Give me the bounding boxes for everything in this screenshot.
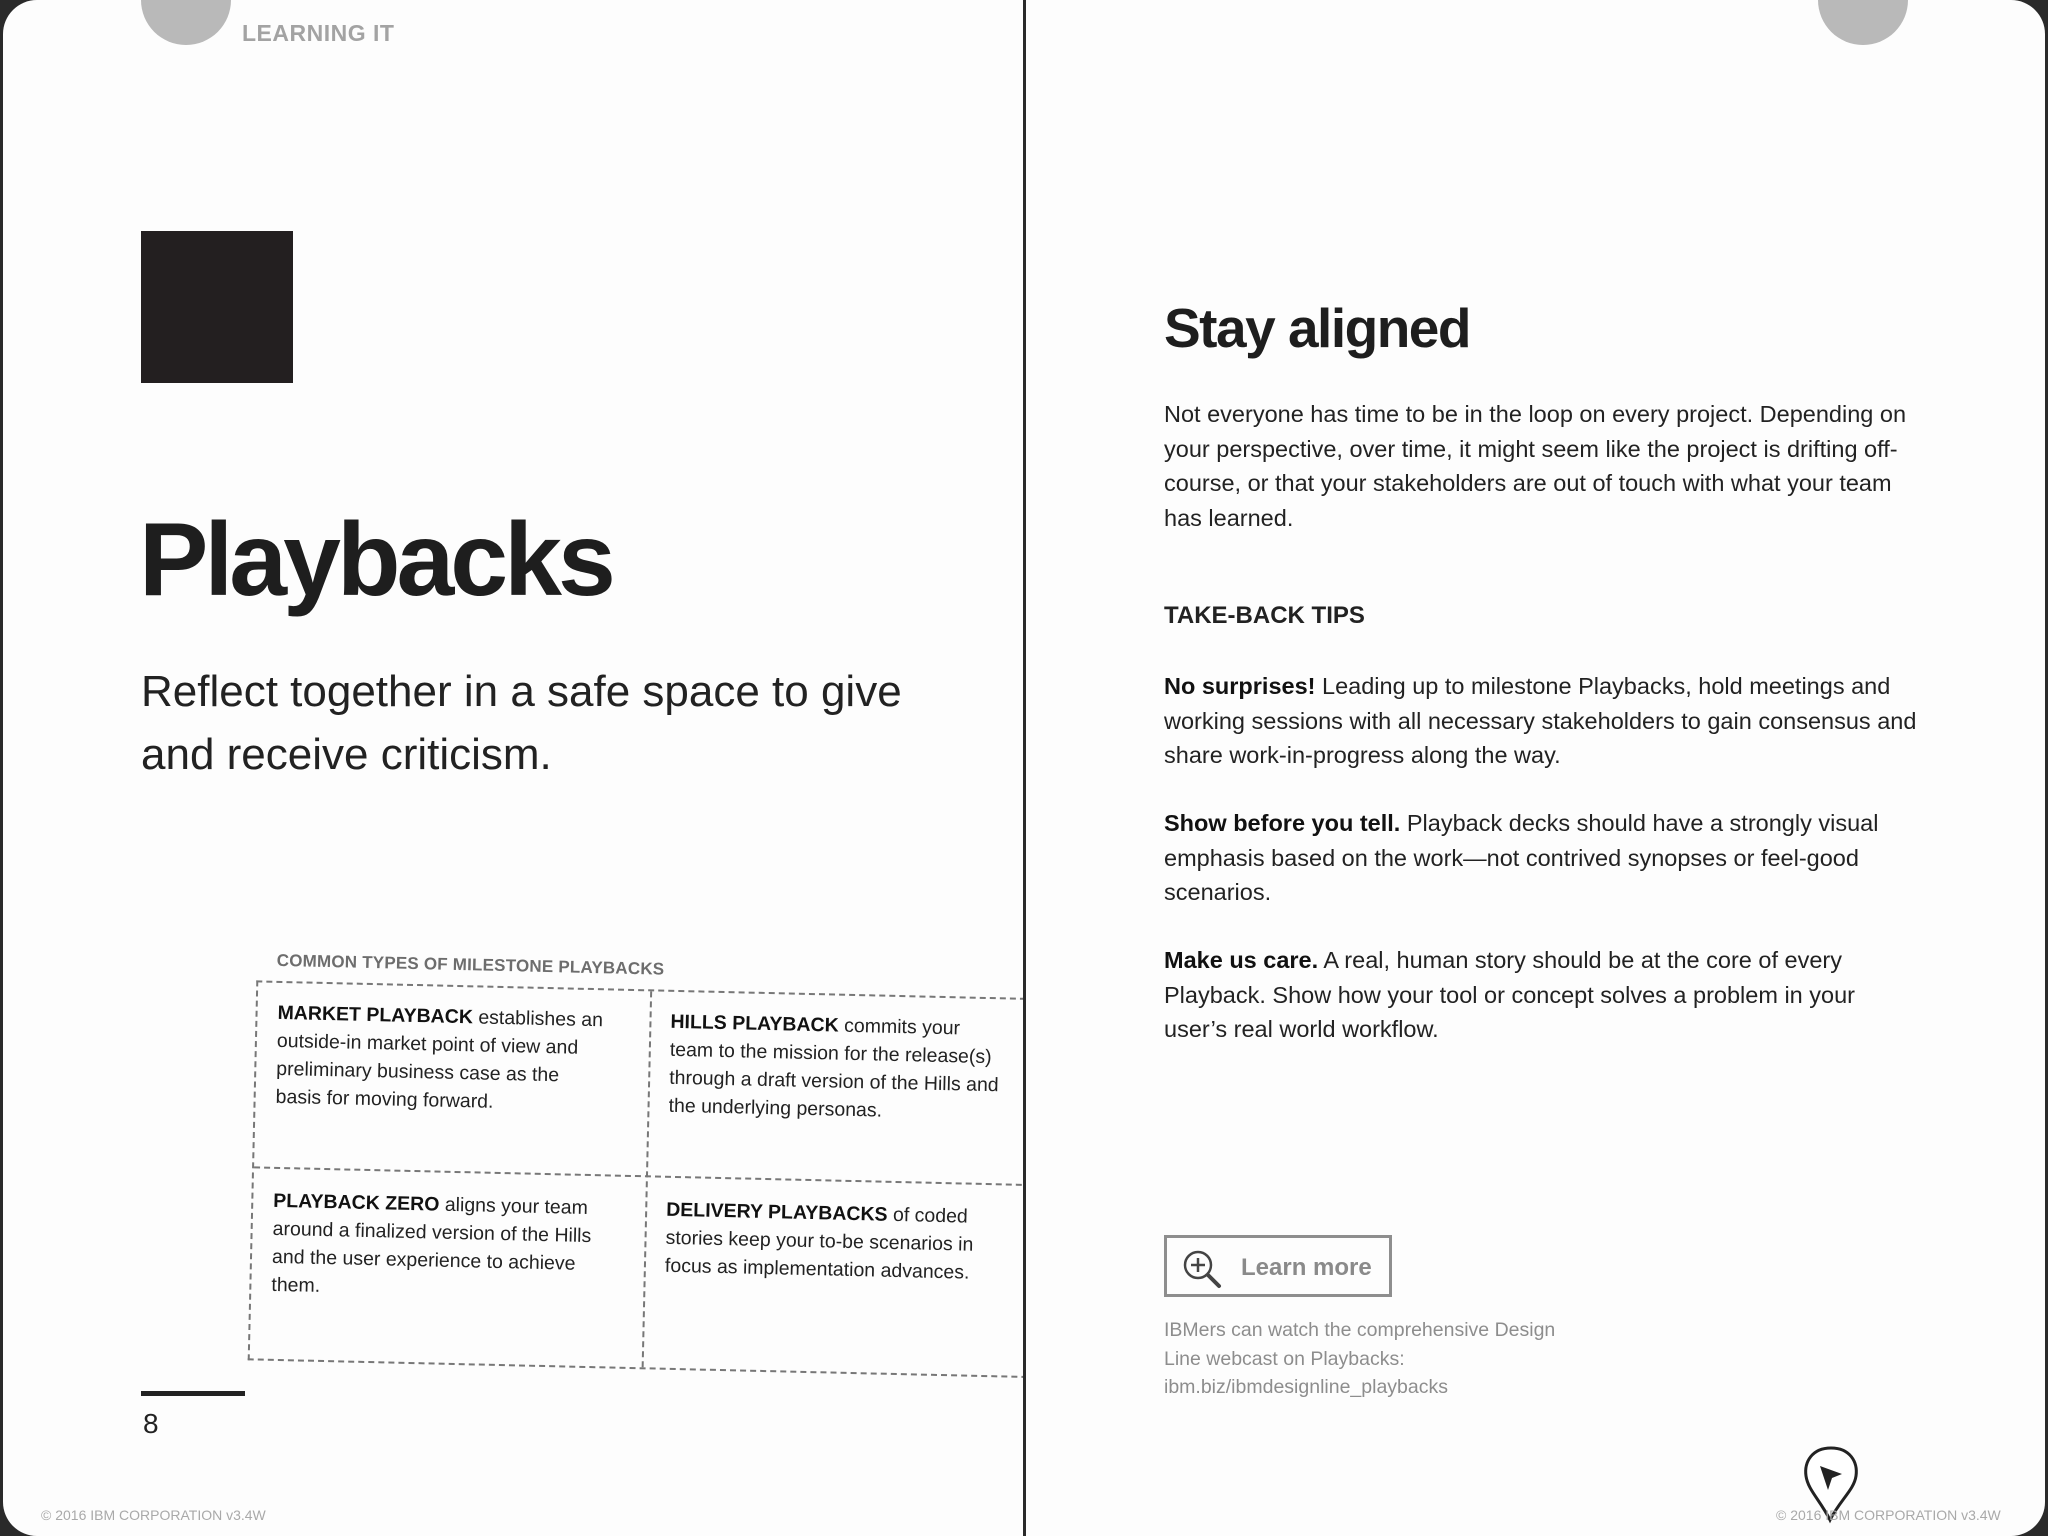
page-title: Playbacks	[139, 502, 612, 618]
tip-text: A real, human story should be at the core of every Playback. Show how your tool or concept solves a problem in your user’s real world workflow.	[1164, 947, 1855, 1042]
playback-type-market	[275, 999, 607, 1118]
copyright-left: © 2016 IBM CORPORATION v3.4W	[41, 1507, 266, 1523]
learn-more-label: Learn more	[1241, 1254, 1372, 1281]
page-tab-marker	[1818, 0, 1908, 45]
playback-type-name: HILLS PLAYBACK	[670, 1010, 839, 1037]
page-number-rule	[141, 1391, 245, 1396]
webcast-note: IBMers can watch the comprehensive Design Line webcast on Playbacks: ibm.biz/ibmdesignline_playbacks	[1164, 1319, 1556, 1398]
playback-type-hills	[668, 1008, 1000, 1127]
grid-divider-horizontal	[254, 1166, 1023, 1186]
magnifier-plus-icon	[1181, 1248, 1225, 1292]
tip-text: Leading up to milestone Playbacks, hold meetings and working sessions with all necessary stakeholders to gain consensus and share work-in-progress along the way.	[1164, 673, 1917, 768]
intro-paragraph: Not everyone has time to be in the loop on every project. Depending on your perspective, over time, it might seem like the project is drifting off-course, or that your stakeholders are out of touch with what your team has learned.	[1164, 401, 1907, 531]
page-tab-marker	[141, 0, 231, 45]
left-page	[3, 0, 1023, 1536]
grid-divider-vertical	[642, 991, 653, 1367]
playback-type-delivery	[665, 1196, 1017, 1288]
playback-type-description: establishes an outside-in market point of view and preliminary business case as the basis for moving forward.	[275, 1006, 604, 1113]
tip-text: Playback decks should have a strongly visual emphasis based on the work—not contrived synopses or feel-good scenarios.	[1164, 810, 1879, 905]
section-title: Stay aligned	[1164, 297, 1470, 359]
milestone-playbacks-box	[229, 950, 1023, 1418]
playback-types-grid	[248, 980, 1023, 1378]
playback-type-name: MARKET PLAYBACK	[277, 1001, 474, 1029]
playback-type-name: PLAYBACK ZERO	[273, 1189, 440, 1216]
chapter-square-graphic	[141, 231, 293, 383]
tip-show-before-tell	[1164, 806, 1924, 910]
playback-type-description: commits your team to the mission for the release(s) through a draft version of the Hills and the underlying personas.	[668, 1014, 999, 1122]
page-number: 8	[143, 1408, 159, 1439]
right-page	[1026, 0, 2045, 1536]
tip-make-us-care	[1164, 943, 1924, 1047]
copyright-right: © 2016 IBM CORPORATION v3.4W	[1776, 1507, 2001, 1523]
playback-type-description: aligns your team around a finalized version of the Hills and the user experience to achieve them.	[271, 1193, 592, 1297]
tip-lead: Make us care.	[1164, 947, 1319, 973]
playback-type-description: of coded stories keep your to-be scenarios in focus as implementation advances.	[664, 1203, 974, 1284]
section-label: LEARNING IT	[242, 20, 395, 46]
playback-type-name: DELIVERY PLAYBACKS	[665, 1198, 888, 1226]
page-subtitle: Reflect together in a safe space to give and receive criticism.	[141, 667, 902, 779]
tips-heading: TAKE-BACK TIPS	[1164, 602, 1365, 629]
tip-lead: No surprises!	[1164, 673, 1316, 699]
playback-types-label: COMMON TYPES OF MILESTONE PLAYBACKS	[276, 950, 665, 979]
playback-type-zero	[271, 1187, 613, 1307]
learn-more-button[interactable]	[1164, 1235, 1392, 1297]
tip-lead: Show before you tell.	[1164, 810, 1401, 836]
tip-no-surprises	[1164, 669, 1924, 773]
